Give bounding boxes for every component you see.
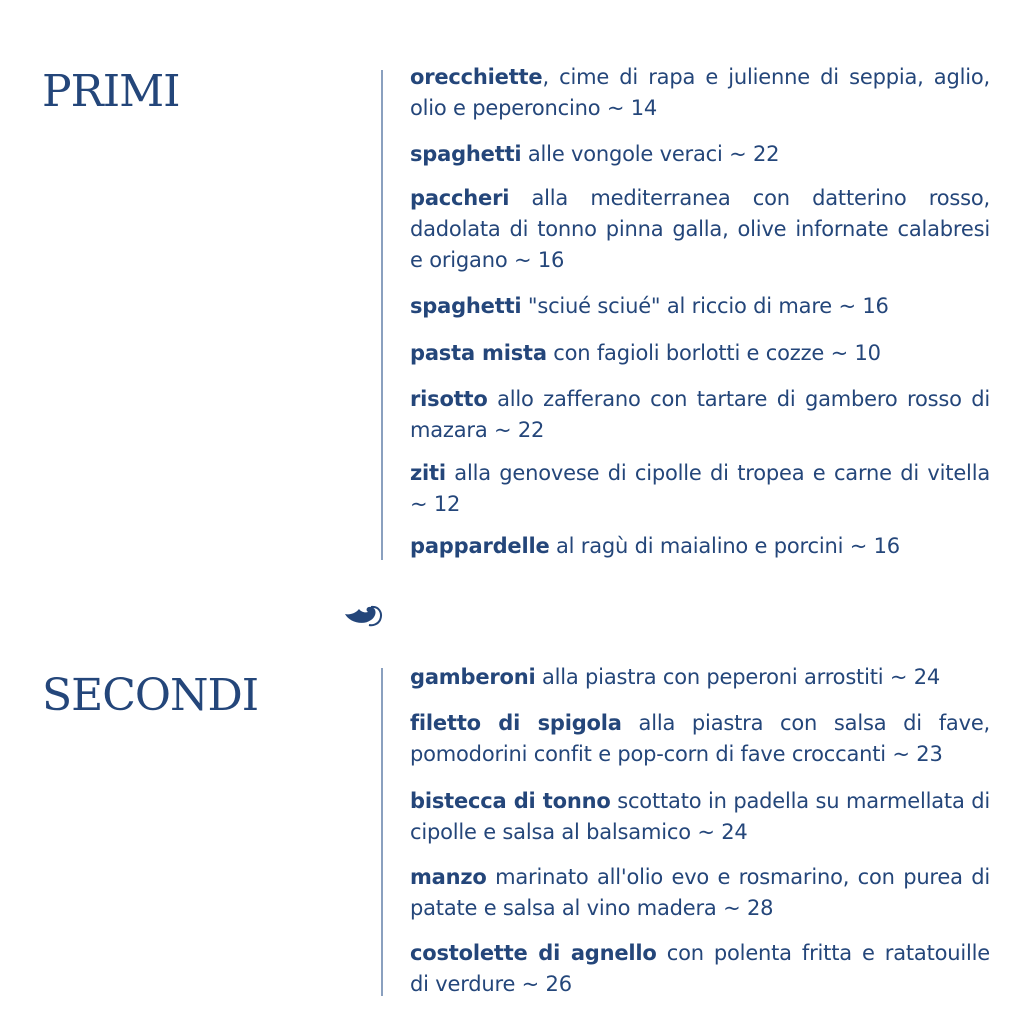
dish-name: spaghetti	[410, 294, 522, 318]
menu-item	[410, 139, 990, 170]
menu-item	[410, 786, 990, 848]
dish-name: bistecca di tonno	[410, 789, 611, 813]
dish-name: risotto	[410, 387, 488, 411]
secondi-divider	[381, 668, 383, 996]
dish-name: pasta mista	[410, 341, 547, 365]
menu-item	[410, 708, 990, 770]
menu-item	[410, 662, 990, 693]
menu-item	[410, 458, 990, 520]
dish-description: alla genovese di cipolle di tropea e carne di vitella ~ 12	[410, 461, 990, 516]
dish-name: manzo	[410, 865, 487, 889]
menu-item	[410, 862, 990, 924]
dish-name: pappardelle	[410, 534, 550, 558]
dish-description: alla mediterranea con datterino rosso, dadolata di tonno pinna galla, olive infornate calabresi e origano ~ 16	[410, 186, 990, 272]
menu-item	[410, 183, 990, 276]
menu-item	[410, 62, 990, 124]
dish-description: scottato in padella su marmellata di cipolle e salsa al balsamico ~ 24	[410, 789, 990, 844]
dish-name: spaghetti	[410, 142, 522, 166]
dish-name: paccheri	[410, 186, 510, 210]
menu-item	[410, 938, 990, 1000]
menu-item	[410, 384, 990, 446]
menu-item	[410, 291, 990, 322]
dish-name: orecchiette	[410, 65, 543, 89]
primi-title: PRIMI	[42, 66, 180, 117]
dish-description: alla piastra con salsa di fave, pomodorini confit e pop-corn di fave croccanti ~ 23	[410, 711, 991, 766]
dish-description: al ragù di maialino e porcini ~ 16	[549, 534, 900, 558]
dish-description: allo zafferano con tartare di gambero rosso di mazara ~ 22	[410, 387, 990, 442]
dish-name: gamberoni	[410, 665, 536, 689]
dish-description: con fagioli borlotti e cozze ~ 10	[546, 341, 881, 365]
dish-description: marinato all'olio evo e rosmarino, con purea di patate e salsa al vino madera ~ 28	[410, 865, 990, 920]
secondi-title: SECONDI	[42, 670, 259, 721]
dish-name: filetto di spigola	[410, 711, 622, 735]
dish-description: con polenta fritta e ratatouille di verdure ~ 26	[410, 941, 990, 996]
dish-description: , cime di rapa e julienne di seppia, aglio, olio e peperoncino ~ 14	[410, 65, 990, 120]
primi-divider	[381, 70, 383, 560]
dish-name: costolette di agnello	[410, 941, 657, 965]
wave-swirl-icon	[343, 600, 385, 628]
dish-description: alle vongole veraci ~ 22	[521, 142, 780, 166]
menu-item	[410, 338, 990, 369]
dish-description: alla piastra con peperoni arrostiti ~ 24	[535, 665, 941, 689]
dish-description: "sciué sciué" al riccio di mare ~ 16	[521, 294, 889, 318]
menu-item	[410, 531, 990, 562]
dish-name: ziti	[410, 461, 446, 485]
